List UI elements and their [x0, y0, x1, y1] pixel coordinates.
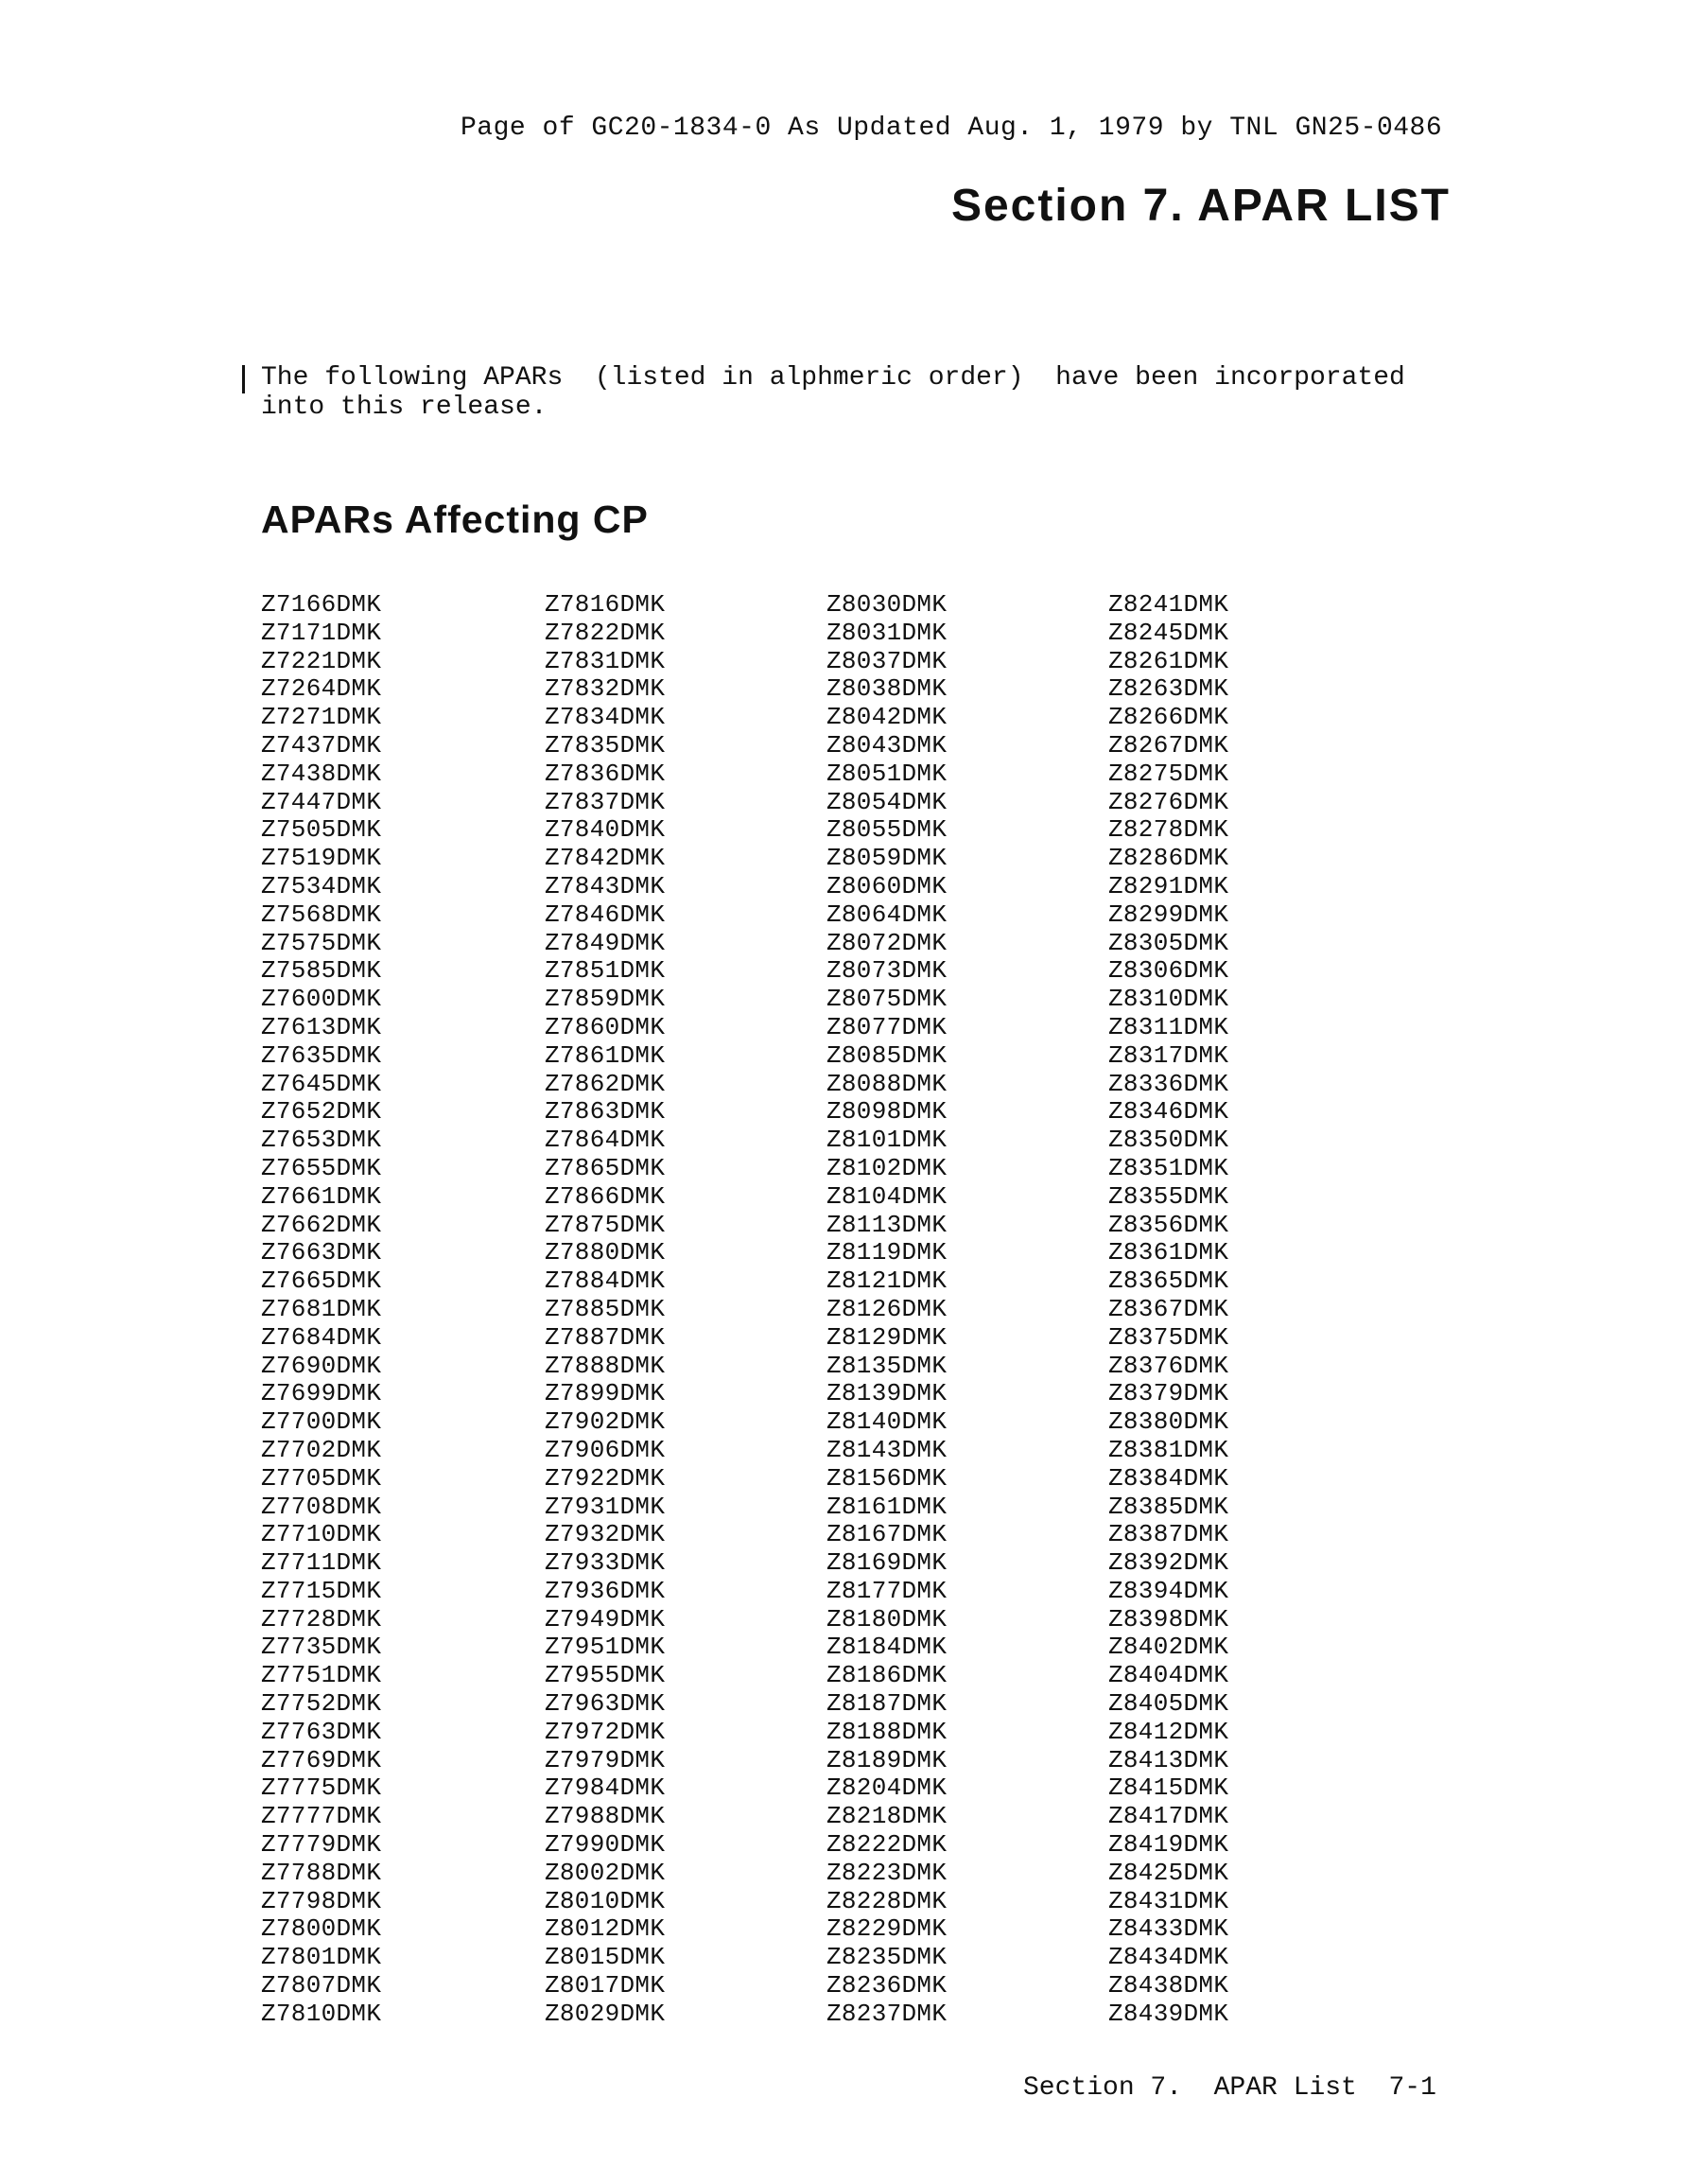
- apar-item: Z8365DMK: [1108, 1267, 1229, 1296]
- apar-item: Z8060DMK: [826, 871, 948, 900]
- apar-item: Z8029DMK: [545, 1999, 666, 2028]
- apar-item: Z8012DMK: [545, 1914, 666, 1944]
- apar-item: Z7575DMK: [261, 928, 382, 957]
- apar-item: Z8276DMK: [1108, 787, 1229, 816]
- apar-item: Z7979DMK: [545, 1745, 666, 1774]
- apar-item: Z8204DMK: [826, 1773, 948, 1803]
- apar-item: Z7963DMK: [545, 1689, 666, 1719]
- apar-item: Z7779DMK: [261, 1830, 382, 1860]
- apar-item: Z7906DMK: [545, 1435, 666, 1464]
- apar-item: Z7715DMK: [261, 1576, 382, 1605]
- apar-item: Z8286DMK: [1108, 844, 1229, 873]
- apar-item: Z7264DMK: [261, 674, 382, 704]
- apar-item: Z8245DMK: [1108, 618, 1229, 647]
- apar-item: Z8404DMK: [1108, 1661, 1229, 1690]
- apar-item: Z8381DMK: [1108, 1435, 1229, 1464]
- apar-item: Z7171DMK: [261, 618, 382, 647]
- apar-item: Z7711DMK: [261, 1548, 382, 1578]
- apar-item: Z7840DMK: [545, 815, 666, 845]
- apar-item: Z8189DMK: [826, 1745, 948, 1774]
- apar-item: Z8102DMK: [826, 1153, 948, 1182]
- apar-item: Z8417DMK: [1108, 1802, 1229, 1831]
- apar-item: Z8355DMK: [1108, 1181, 1229, 1211]
- apar-item: Z7899DMK: [545, 1379, 666, 1408]
- intro-paragraph: [261, 363, 1405, 422]
- apar-item: Z7949DMK: [545, 1604, 666, 1634]
- apar-item: Z7700DMK: [261, 1407, 382, 1437]
- apar-item: Z8306DMK: [1108, 956, 1229, 986]
- apar-item: Z8311DMK: [1108, 1012, 1229, 1041]
- apar-item: Z7635DMK: [261, 1040, 382, 1070]
- apar-item: Z8387DMK: [1108, 1520, 1229, 1549]
- apar-item: Z7684DMK: [261, 1322, 382, 1352]
- apar-item: Z7728DMK: [261, 1604, 382, 1634]
- apar-item: Z7763DMK: [261, 1717, 382, 1746]
- apar-item: Z7708DMK: [261, 1492, 382, 1521]
- apar-item: Z7690DMK: [261, 1351, 382, 1380]
- apar-item: Z8266DMK: [1108, 703, 1229, 732]
- apar-item: Z7752DMK: [261, 1689, 382, 1719]
- apar-item: Z7438DMK: [261, 759, 382, 788]
- apar-item: Z8351DMK: [1108, 1153, 1229, 1182]
- apar-item: Z8438DMK: [1108, 1971, 1229, 2001]
- apar-item: Z7702DMK: [261, 1435, 382, 1464]
- apar-item: Z8143DMK: [826, 1435, 948, 1464]
- apar-item: Z7271DMK: [261, 703, 382, 732]
- apar-item: Z7861DMK: [545, 1040, 666, 1070]
- apar-item: Z8121DMK: [826, 1267, 948, 1296]
- apar-item: Z7221DMK: [261, 646, 382, 675]
- apar-item: Z8169DMK: [826, 1548, 948, 1578]
- apar-item: Z8384DMK: [1108, 1463, 1229, 1493]
- apar-item: Z8222DMK: [826, 1830, 948, 1860]
- apar-item: Z7864DMK: [545, 1126, 666, 1155]
- intro-line-2: into this release.: [261, 393, 548, 422]
- apar-item: Z8356DMK: [1108, 1210, 1229, 1239]
- apar-item: Z7816DMK: [545, 590, 666, 619]
- apar-item: Z8017DMK: [545, 1971, 666, 2001]
- apar-item: Z8037DMK: [826, 646, 948, 675]
- apar-item: Z7884DMK: [545, 1267, 666, 1296]
- apar-item: Z8433DMK: [1108, 1914, 1229, 1944]
- apar-item: Z8042DMK: [826, 703, 948, 732]
- apar-item: Z7849DMK: [545, 928, 666, 957]
- apar-column-3: [826, 591, 947, 2029]
- apar-item: Z8156DMK: [826, 1463, 948, 1493]
- apar-item: Z8075DMK: [826, 985, 948, 1014]
- apar-item: Z8126DMK: [826, 1294, 948, 1323]
- intro-line-1: The following APARs (listed in alphmeric order) have been incorporated: [261, 363, 1405, 393]
- apar-column-1: [261, 591, 381, 2029]
- apar-item: Z8135DMK: [826, 1351, 948, 1380]
- apar-item: Z8073DMK: [826, 956, 948, 986]
- apar-item: Z7710DMK: [261, 1520, 382, 1549]
- subsection-title: APARs Affecting CP: [261, 498, 649, 541]
- apar-item: Z8038DMK: [826, 674, 948, 704]
- apar-item: Z7836DMK: [545, 759, 666, 788]
- apar-item: Z7505DMK: [261, 815, 382, 845]
- apar-item: Z8367DMK: [1108, 1294, 1229, 1323]
- apar-item: Z8379DMK: [1108, 1379, 1229, 1408]
- apar-item: Z8015DMK: [545, 1943, 666, 1972]
- apar-column-4: [1108, 591, 1228, 2029]
- apar-item: Z8398DMK: [1108, 1604, 1229, 1634]
- running-header: Page of GC20-1834-0 As Updated Aug. 1, 1979 by TNL GN25-0486: [461, 114, 1443, 143]
- apar-item: Z7801DMK: [261, 1943, 382, 1972]
- page-footer: Section 7. APAR List 7-1: [1023, 2073, 1436, 2103]
- apar-item: Z8043DMK: [826, 730, 948, 760]
- apar-item: Z8346DMK: [1108, 1097, 1229, 1127]
- apar-item: Z7842DMK: [545, 844, 666, 873]
- apar-item: Z7865DMK: [545, 1153, 666, 1182]
- apar-item: Z8030DMK: [826, 590, 948, 619]
- apar-item: Z7810DMK: [261, 1999, 382, 2028]
- apar-item: Z8140DMK: [826, 1407, 948, 1437]
- apar-item: Z8267DMK: [1108, 730, 1229, 760]
- apar-item: Z8405DMK: [1108, 1689, 1229, 1719]
- apar-item: Z7931DMK: [545, 1492, 666, 1521]
- apar-item: Z7831DMK: [545, 646, 666, 675]
- apar-item: Z8064DMK: [826, 900, 948, 929]
- apar-item: Z7862DMK: [545, 1069, 666, 1098]
- apar-item: Z7751DMK: [261, 1661, 382, 1690]
- apar-item: Z8119DMK: [826, 1238, 948, 1267]
- apar-item: Z8278DMK: [1108, 815, 1229, 845]
- apar-item: Z8072DMK: [826, 928, 948, 957]
- apar-item: Z7166DMK: [261, 590, 382, 619]
- apar-item: Z8375DMK: [1108, 1322, 1229, 1352]
- apar-item: Z7843DMK: [545, 871, 666, 900]
- apar-item: Z8223DMK: [826, 1858, 948, 1887]
- apar-item: Z7661DMK: [261, 1181, 382, 1211]
- apar-item: Z8184DMK: [826, 1633, 948, 1662]
- apar-item: Z8218DMK: [826, 1802, 948, 1831]
- apar-item: Z8380DMK: [1108, 1407, 1229, 1437]
- apar-item: Z8228DMK: [826, 1886, 948, 1915]
- apar-item: Z7988DMK: [545, 1802, 666, 1831]
- apar-item: Z8129DMK: [826, 1322, 948, 1352]
- apar-item: Z7972DMK: [545, 1717, 666, 1746]
- apar-item: Z8305DMK: [1108, 928, 1229, 957]
- apar-item: Z7951DMK: [545, 1633, 666, 1662]
- apar-item: Z8054DMK: [826, 787, 948, 816]
- apar-item: Z7568DMK: [261, 900, 382, 929]
- apar-item: Z8392DMK: [1108, 1548, 1229, 1578]
- apar-item: Z8235DMK: [826, 1943, 948, 1972]
- apar-item: Z8291DMK: [1108, 871, 1229, 900]
- apar-item: Z7866DMK: [545, 1181, 666, 1211]
- apar-item: Z7663DMK: [261, 1238, 382, 1267]
- apar-item: Z7652DMK: [261, 1097, 382, 1127]
- revision-bar: [242, 365, 245, 393]
- apar-item: Z8415DMK: [1108, 1773, 1229, 1803]
- apar-item: Z7955DMK: [545, 1661, 666, 1690]
- apar-item: Z7600DMK: [261, 985, 382, 1014]
- apar-item: Z7888DMK: [545, 1351, 666, 1380]
- apar-item: Z7933DMK: [545, 1548, 666, 1578]
- apar-item: Z8237DMK: [826, 1999, 948, 2028]
- apar-item: Z7645DMK: [261, 1069, 382, 1098]
- apar-item: Z7834DMK: [545, 703, 666, 732]
- apar-item: Z8413DMK: [1108, 1745, 1229, 1774]
- apar-item: Z8180DMK: [826, 1604, 948, 1634]
- apar-item: Z7822DMK: [545, 618, 666, 647]
- apar-item: Z8077DMK: [826, 1012, 948, 1041]
- apar-item: Z8085DMK: [826, 1040, 948, 1070]
- apar-item: Z8101DMK: [826, 1126, 948, 1155]
- apar-item: Z8310DMK: [1108, 985, 1229, 1014]
- apar-item: Z8139DMK: [826, 1379, 948, 1408]
- apar-item: Z8361DMK: [1108, 1238, 1229, 1267]
- apar-item: Z8104DMK: [826, 1181, 948, 1211]
- apar-item: Z7665DMK: [261, 1267, 382, 1296]
- apar-item: Z7885DMK: [545, 1294, 666, 1323]
- apar-item: Z8187DMK: [826, 1689, 948, 1719]
- apar-item: Z8098DMK: [826, 1097, 948, 1127]
- apar-item: Z7437DMK: [261, 730, 382, 760]
- apar-item: Z7447DMK: [261, 787, 382, 816]
- apar-item: Z8434DMK: [1108, 1943, 1229, 1972]
- apar-item: Z8088DMK: [826, 1069, 948, 1098]
- apar-item: Z8412DMK: [1108, 1717, 1229, 1746]
- apar-item: Z7613DMK: [261, 1012, 382, 1041]
- apar-item: Z7863DMK: [545, 1097, 666, 1127]
- apar-item: Z8010DMK: [545, 1886, 666, 1915]
- apar-item: Z7653DMK: [261, 1126, 382, 1155]
- apar-item: Z8113DMK: [826, 1210, 948, 1239]
- apar-item: Z7936DMK: [545, 1576, 666, 1605]
- apar-item: Z7832DMK: [545, 674, 666, 704]
- apar-item: Z7519DMK: [261, 844, 382, 873]
- apar-item: Z7699DMK: [261, 1379, 382, 1408]
- apar-item: Z8299DMK: [1108, 900, 1229, 929]
- apar-item: Z8059DMK: [826, 844, 948, 873]
- apar-item: Z8350DMK: [1108, 1126, 1229, 1155]
- apar-item: Z7662DMK: [261, 1210, 382, 1239]
- apar-item: Z8167DMK: [826, 1520, 948, 1549]
- apar-item: Z7835DMK: [545, 730, 666, 760]
- apar-item: Z8439DMK: [1108, 1999, 1229, 2028]
- apar-item: Z8241DMK: [1108, 590, 1229, 619]
- apar-item: Z8275DMK: [1108, 759, 1229, 788]
- apar-item: Z8031DMK: [826, 618, 948, 647]
- apar-item: Z8385DMK: [1108, 1492, 1229, 1521]
- apar-item: Z7880DMK: [545, 1238, 666, 1267]
- apar-item: Z7788DMK: [261, 1858, 382, 1887]
- apar-column-2: [545, 591, 665, 2029]
- apar-item: Z8177DMK: [826, 1576, 948, 1605]
- apar-item: Z8425DMK: [1108, 1858, 1229, 1887]
- apar-item: Z7875DMK: [545, 1210, 666, 1239]
- apar-item: Z8336DMK: [1108, 1069, 1229, 1098]
- apar-item: Z7769DMK: [261, 1745, 382, 1774]
- apar-item: Z7800DMK: [261, 1914, 382, 1944]
- apar-item: Z8229DMK: [826, 1914, 948, 1944]
- apar-item: Z8186DMK: [826, 1661, 948, 1690]
- apar-item: Z7534DMK: [261, 871, 382, 900]
- apar-item: Z7859DMK: [545, 985, 666, 1014]
- apar-item: Z7887DMK: [545, 1322, 666, 1352]
- apar-item: Z8002DMK: [545, 1858, 666, 1887]
- apar-item: Z7837DMK: [545, 787, 666, 816]
- apar-item: Z7681DMK: [261, 1294, 382, 1323]
- apar-item: Z8188DMK: [826, 1717, 948, 1746]
- apar-item: Z7922DMK: [545, 1463, 666, 1493]
- apar-item: Z7851DMK: [545, 956, 666, 986]
- apar-item: Z8419DMK: [1108, 1830, 1229, 1860]
- apar-list: [261, 591, 1348, 2029]
- apar-item: Z7990DMK: [545, 1830, 666, 1860]
- apar-item: Z8317DMK: [1108, 1040, 1229, 1070]
- apar-item: Z8263DMK: [1108, 674, 1229, 704]
- apar-item: Z7777DMK: [261, 1802, 382, 1831]
- apar-item: Z8261DMK: [1108, 646, 1229, 675]
- section-title: Section 7. APAR LIST: [950, 181, 1451, 231]
- apar-item: Z8402DMK: [1108, 1633, 1229, 1662]
- apar-item: Z7846DMK: [545, 900, 666, 929]
- apar-item: Z7902DMK: [545, 1407, 666, 1437]
- apar-item: Z8236DMK: [826, 1971, 948, 2001]
- apar-item: Z7807DMK: [261, 1971, 382, 2001]
- apar-item: Z7860DMK: [545, 1012, 666, 1041]
- apar-item: Z8376DMK: [1108, 1351, 1229, 1380]
- apar-item: Z7705DMK: [261, 1463, 382, 1493]
- apar-item: Z7932DMK: [545, 1520, 666, 1549]
- apar-item: Z7655DMK: [261, 1153, 382, 1182]
- apar-item: Z8055DMK: [826, 815, 948, 845]
- apar-item: Z8394DMK: [1108, 1576, 1229, 1605]
- apar-item: Z8161DMK: [826, 1492, 948, 1521]
- apar-item: Z7984DMK: [545, 1773, 666, 1803]
- apar-item: Z7585DMK: [261, 956, 382, 986]
- apar-item: Z8431DMK: [1108, 1886, 1229, 1915]
- apar-item: Z8051DMK: [826, 759, 948, 788]
- apar-item: Z7775DMK: [261, 1773, 382, 1803]
- apar-item: Z7798DMK: [261, 1886, 382, 1915]
- apar-item: Z7735DMK: [261, 1633, 382, 1662]
